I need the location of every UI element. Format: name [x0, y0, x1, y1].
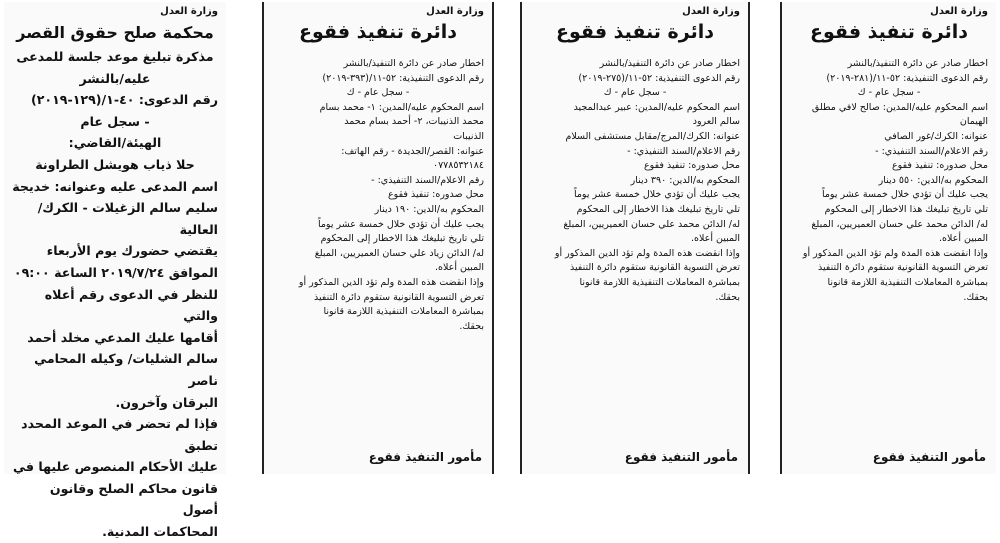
notice-line: وإذا انقضت هذه المدة ولم تؤد الدين المذكور أو	[298, 276, 484, 288]
notice-line: رقم الدعوى التنفيذية: ٥٢-١١/(٢٧٥-٢٠١٩)	[578, 72, 740, 84]
notice-line: تعرض التسوية القانونية ستقوم دائرة التنفيذ	[313, 291, 484, 303]
notice-line: المحكوم به/الدين: ٣٩٠ دينار	[630, 174, 740, 186]
notice-line: بمباشرة المعاملات التنفيذية اللازمة قانونا	[323, 306, 484, 318]
notice-line: عنوانه: الكرك/غور الصافي	[884, 130, 988, 142]
notice-line: بحقك.	[459, 320, 484, 332]
notice-line: يجب عليك أن تؤدي خلال خمسة عشر يوماً	[317, 218, 484, 230]
court-line: أقامها عليك المدعي مخلد أحمد	[27, 329, 218, 345]
notice-line: اسم المحكوم عليه/المدين: ١- محمد بسام	[319, 101, 484, 113]
notice-signature: مأمور التنفيذ فقوع	[624, 450, 738, 464]
notice-line: وإذا انقضت هذه المدة ولم تؤد الدين المذكور أو	[802, 247, 988, 259]
notice-line: - سجل عام - ك	[603, 87, 667, 99]
ministry-label: وزارة العدل	[682, 6, 740, 17]
notice-line: عنوانه: الكرك/المرج/مقابل مستشفى السلام	[565, 130, 740, 142]
notice-line: المبين أعلاه.	[939, 233, 988, 245]
court-line: - سجل عام	[80, 113, 150, 129]
notice-title: دائرة تنفيذ فقوع	[810, 21, 968, 43]
court-line: الهيئة/القاضي:	[68, 135, 162, 151]
notice-line: الهيمان	[959, 116, 988, 128]
notice-line: تلي تاريخ تبليغك هذا الاخطار إلى المحكوم	[824, 203, 988, 215]
court-line: سالم الشليات/ وكيله المحامي ناصر	[34, 351, 218, 388]
ministry-label: وزارة العدل	[930, 6, 988, 17]
execution-notice-column-a	[262, 2, 494, 474]
court-line: الموافق ٢٠١٩/٧/٢٤ الساعة ٠٩:٠٠	[13, 264, 218, 280]
notice-line: رقم الاعلام/السند التنفيذي: -	[371, 174, 484, 186]
court-line: اسم المدعى عليه وعنوانه: خديجة	[12, 178, 218, 194]
notice-line: رقم الدعوى التنفيذية: ٥٢-١١/(٣٩٣-٢٠١٩)	[322, 72, 484, 84]
court-line: سليم سالم الزغيلات - الكرك/	[37, 200, 218, 216]
court-line: يقتضي حضورك يوم الأربعاء	[46, 243, 218, 259]
court-line: قانون محاكم الصلح وقانون أصول	[49, 480, 218, 518]
court-line: فإذا لم تحضر في الموعد المحدد تطبق	[21, 416, 218, 453]
notice-line: يجب عليك أن تؤدي خلال خمسة عشر يوماً	[573, 189, 740, 201]
notice-line: - سجل عام - ك	[346, 87, 410, 99]
notice-line: اخطار صادر عن دائرة التنفيذ/بالنشر	[599, 58, 740, 69]
notice-line: اخطار صادر عن دائرة التنفيذ/بالنشر	[343, 58, 484, 69]
notice-line: اخطار صادر عن دائرة التنفيذ/بالنشر	[847, 58, 988, 69]
notice-line: اسم المحكوم عليه/المدين: صالح لافي مطلق	[811, 101, 988, 113]
notice-line: اسم المحكوم عليه/المدين: عبير عبدالمجيد	[573, 101, 740, 113]
notice-line: تلي تاريخ تبليغك هذا الاخطار إلى المحكوم	[320, 233, 484, 245]
notice-line: المحكوم به/الدين: ٥٥٠ دينار	[878, 174, 988, 186]
notice-line: تعرض التسوية القانونية ستقوم دائرة التنفيذ	[817, 262, 988, 274]
court-line: رقم الدعوى: ٤٠-١/(١٢٩-٢٠١٩)	[30, 92, 218, 108]
notice-line: له/ الدائن محمد علي حسان العميريين، المبلغ	[811, 218, 988, 230]
notice-line: بحقك.	[963, 291, 988, 303]
court-line: البرقان وآخرون.	[115, 394, 218, 410]
court-line: عليه/بالنشر	[79, 70, 151, 86]
notice-line: عنوانه: القصر/الجديدة - رقم الهاتف:	[341, 145, 484, 157]
notice-line: المحكوم به/الدين: ١٩٠ دينار	[374, 203, 484, 215]
notice-line: له/ الدائن زياد علي حسان العميريين، المبلغ	[314, 247, 484, 259]
court-notice-column	[4, 2, 226, 540]
notice-line: ٠٧٧٨٥٣٢١٨٤	[432, 160, 484, 172]
notice-line: - سجل عام - ك	[857, 87, 921, 99]
notice-line: له/ الدائن محمد علي حسان العميريين، المبلغ	[563, 218, 740, 230]
court-line: المحاكمات المدنية.	[102, 524, 218, 540]
notice-signature: مأمور التنفيذ فقوع	[872, 450, 986, 464]
notice-signature: مأمور التنفيذ فقوع	[368, 450, 482, 464]
court-title: محكمة صلح حقوق القصر	[16, 23, 214, 42]
notice-line: سالم العرود	[692, 116, 740, 128]
execution-notice-column-b	[520, 2, 750, 474]
court-line: عليك الأحكام المنصوص عليها في	[13, 459, 218, 475]
notice-line: بمباشرة المعاملات التنفيذية اللازمة قانونا	[827, 276, 988, 288]
ministry-label: وزارة العدل	[426, 6, 484, 17]
notice-line: وإذا انقضت هذه المدة ولم تؤد الدين المذكور أو	[554, 247, 740, 259]
notice-line: محل صدوره: تنفيذ فقوع	[644, 160, 740, 172]
court-line: العالية	[179, 221, 218, 237]
notice-title: دائرة تنفيذ فقوع	[556, 21, 714, 43]
notice-line: المبين أعلاه.	[435, 262, 484, 274]
notice-line: محمد الذنيبات، ٢- أحمد بسام محمد	[344, 116, 484, 128]
notice-line: المبين أعلاه.	[691, 233, 740, 245]
notice-title: دائرة تنفيذ فقوع	[299, 21, 457, 43]
notice-line: رقم الاعلام/السند التنفيذي: -	[875, 145, 988, 157]
court-line: حلا ذياب هويشل الطراونة	[35, 156, 195, 172]
notice-line: محل صدوره: تنفيذ فقوع	[892, 160, 988, 172]
notice-line: محل صدوره: تنفيذ فقوع	[388, 189, 484, 201]
court-line: مذكرة تبليغ موعد جلسة للمدعى	[16, 49, 214, 64]
notice-line: بمباشرة المعاملات التنفيذية اللازمة قانونا	[579, 276, 740, 288]
notice-line: يجب عليك أن تؤدي خلال خمسة عشر يوماً	[821, 189, 988, 201]
notice-line: تلي تاريخ تبليغك هذا الاخطار إلى المحكوم	[576, 203, 740, 215]
notice-line: رقم الاعلام/السند التنفيذي: -	[627, 145, 740, 157]
ministry-label: وزارة العدل	[160, 6, 218, 17]
notice-line: الذنيبات	[453, 130, 484, 142]
notice-line: رقم الدعوى التنفيذية: ٥٢-١١/(٢٨١-٢٠١٩)	[826, 72, 988, 84]
notice-line: تعرض التسوية القانونية ستقوم دائرة التنفيذ	[569, 262, 740, 274]
execution-notice-column-c	[780, 2, 996, 474]
court-line: للنظر في الدعوى رقم أعلاه والتي	[44, 286, 218, 324]
notice-line: بحقك.	[715, 291, 740, 303]
